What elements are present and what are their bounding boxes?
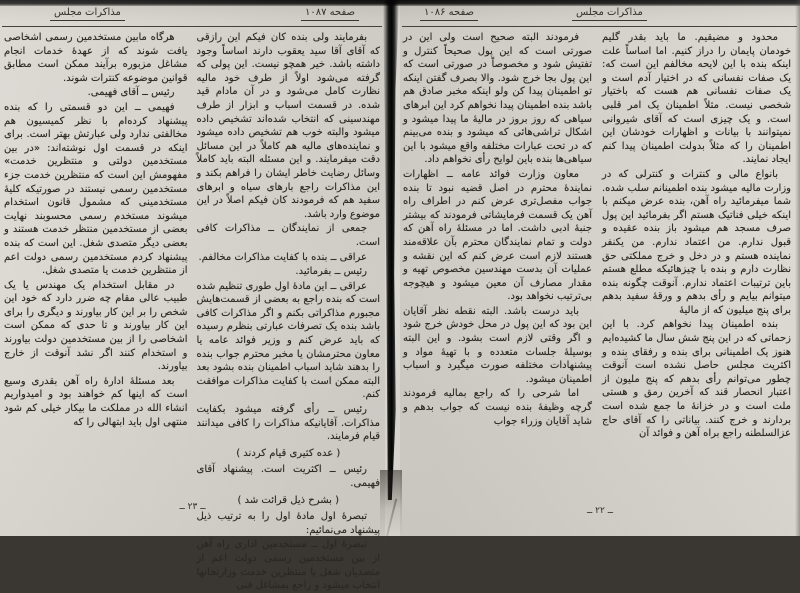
paragraph: فهیمی ــ این دو قسمتی را که بنده پیشنهاد کرده‌ام با نظر کمیسیون هم مخالفتی ندارد ولی عبارتش بهتر است. برای اینکه در قسمت اول نوشته‌اند: «در بین مستخدمین دولتی و منتظرین خدمت» مفهومش این است که منتظرین خدمت جزء مستخدمین رسمی نیستند در صورتیکه کلیهٔ مستخدمینی که مشمول قانون استخدام میشوند مستخدم رسمی محسوبند نهایت بعضی از مستخدمین منتظر خدمت هستند و بعضی دیگر متصدی شغل. این است که بنده پیشنهاد کردم مستخدمین رسمی دولت اعم از منتظرین خدمت یا متصدی شغل. [4, 101, 188, 277]
text-column-inner [403, 31, 592, 498]
stage-direction: ( عده کثیری قیام کردند ) [236, 447, 341, 459]
paragraph: در مقابل استخدام یک مهندس یا یک طبیب عالی مقام چه ضرر دارد که خود این شخص را بر این کار بیاورند و دیگری را برای این کار بیاورند و تا حدی که ممکن است اشخاصی را از بین مستخدمین دولت بیاورند و استخدام کنند اگر نشد آنوقت از خارج بیاورند. [4, 279, 188, 373]
page-title: مذاکرات مجلس [572, 7, 647, 21]
paragraph: باید درست باشد. البته نقطه نظر آقایان این بود که این پول در محل خودش خرج شود و اگر وقتی لازم است بشود. و این البته بوسیلهٔ جلسات متعدده و با تهیهٔ مواد و پیشنهادات مختلفه صورت میگیرد و اسباب اطمینان میشود. [403, 305, 592, 385]
paragraph: عراقی ــ بنده با کفایت مذاکرات مخالفم. [198, 251, 367, 263]
paragraph: عراقی ــ این مادهٔ اول طوری تنظیم شده است که بنده راجع به بعضی از قسمت‌هایش مجبورم مذاکراتی بکنم و اگر مذاکرات کافی باشد بنده یک تصرفات عبارتی بنظرم رسیده که باید عرض کنم و وزیر فوائد عامه یا معاون محترمشان یا مخبر محترم جواب بنده را بدهند شاید اسباب اطمینان بنده بشود بعد البته ممکن است با کفایت مذاکرات موافقت کنم. [196, 280, 380, 401]
text-columns [403, 31, 791, 498]
paragraph: هرگاه مابین مستخدمین رسمی اشخاصی یافت شوند که از عهدهٔ خدمات انجام مشاغل مزبوره برآیند ممکن است مطابق قوانین موضوعه کنترات شوند. [4, 32, 188, 84]
stage-direction: ( بشرح ذیل قرائت شد ) [237, 494, 339, 506]
page-left [0, 0, 385, 592]
paragraph: بانواع مالی و کنترات و کنترلی که در وزارت مالیه میشود بنده اطمینانم سلب شده. شما میفرمائید راه آهن، بنده عرض میکنم با اینکه خیلی فناتیک هستم اگر بفرمائید این پول صرف مسجد هم میشود باز بنده عقیده و قبول ندارم. من اعتماد ندارم. من یکنفر نماینده هستم و در دخل و خرج مملکتی حق نظارت دارم و بنده با چیزهائیکه مطلع هستم باین ترتیبات اعتماد ندارم. آنوقت چگونه بنده میتوانم بیایم و رأی بدهم و ورقهٔ سفید بدهم برای پنج میلیون که از مالیهٔ [602, 168, 791, 316]
text-column-outer [602, 31, 791, 498]
gutter-fade [380, 470, 402, 536]
paragraph: بعد مسئلهٔ ادارهٔ راه آهن بقدری وسیع است که اینها کم خواهند بود و امیدواریم انشاء الله در مملکت ما بیکار خیلی کم شود منتهی اول باید ابتهالی را که [4, 375, 188, 428]
paragraph: رئیس ــ رأی گرفته میشود بکفایت مذاکرات. آقایانیکه مذاکرات را کافی میدانند قیام فرمایند. [196, 404, 380, 443]
book-gutter-shadow [383, 0, 399, 500]
paragraph: جمعی از نمایندگان ــ مذاکرات کافی است. [196, 223, 380, 248]
page-number-label: صفحه ۱۰۸۶ [420, 7, 478, 21]
paragraph: بنده اطمینان پیدا نخواهم کرد. با این زحماتی که در این پنج شش سال ما کشیده‌ایم هنوز یک اطمینانی برای بنده و رفقای بنده و اکثریت مجلس حاصل نشده است آنوقت چطور می‌توانم رأی بدهم که پنج ملیون از اعتبار انحصار قند که آخرین رمق و هستی ملت است و در خزانهٔ ما جمع شده است بردارند و خرج کنند. بیاناتی را که آقای حاج عزالسلطنه راجع براه آهن و فوائد آن [602, 319, 791, 440]
paragraph: اما شرحی را که راجع بمالیه فرمودند گرچه وظیفهٔ بنده نیست که جواب بدهم و شاید آقایان وزراء جواب [403, 388, 592, 427]
page-header [400, 7, 800, 25]
paragraph: رئیس ــ بفرمائید. [295, 266, 367, 278]
paragraph: تبصرهٔ اول مادهٔ اول را به ترتیب ذیل پیشنهاد می‌نمائیم: [196, 511, 380, 536]
text-column-inner [196, 31, 381, 592]
paragraph: تبصرهٔ اول ــ مستخدمین اداری راه آهن از بین مستخدمین رسمی دولت اعم از متصدیان شغل یا منتظرین خدمت وزارتخانها انتخاب میشود و راجع بمشاغل فنی [196, 539, 380, 592]
paragraph: محدود و مضیقیم. ما باید بقدر گلیم خودمان پایمان را دراز کنیم. اما اساساً علت اینکه بنده با این لایحه مخالفم این است که: یک صفات نفسانی که در اختیار آدم است و یک صفات نفسانی هم هست که باختیار شخصی نیست. مثلاً اطمینان یک امر قلبی است. و یک چیزی است که آقای شیروانی نمیتوانند با بیانات و اظهارات خودشان این اطمینان را که مثلاً بدولت اطمینان پیدا کنم ایجاد نمایند. [602, 32, 791, 166]
text-column-outer [4, 31, 188, 498]
header-rule [2, 26, 382, 27]
page-right [400, 0, 800, 536]
paragraph: معاون وزارت فوائد عامه ــ اظهارات نمایندهٔ محترم در اصل قضیه نبود تا بنده جواب مفصل‌تری عرض کنم در اطراف راه آهن یک قسمت فرمایشاتی فرمودند که بیشتر جنبهٔ ادبی داشت. اما در مسئلهٔ راه آهن که دولت و تمام نمایندگان محترم بآن علاقه‌مند هستند لازم است عرض کنم که این نقشه و عملیات آن بدست مهندسین مخصوص تهیه و مقدار مصارف آن معین میشود و هیچوجه بی‌ترتیب نخواهد بود. [403, 168, 592, 303]
page-footer-number: ــ ۲۲ ــ [587, 506, 613, 516]
paragraph: فرمودند البته صحیح است ولی این در صورتی است که این پول صحیحاً کنترل و تفتیش شود و مخصوصاً در صورتی است که این پول بجا خرج شود. والا بصرف گفتن اینکه تو اطمینان پیدا کن ولو اینکه مخبر صادق هم باشد بنده اطمینان پیدا نخواهم کرد این ابرهای سیاهی که روز بروز در مالیهٔ ما پیدا میشود و اشکال تراشی‌هائی که میشود و بنده می‌بینم که در تحت عبارات مختلفه واقع میشود با این سیاهی‌ها بنده باین لوایح رأی نخواهم داد. [402, 32, 592, 166]
page-footer-number: ــ ۲۳ ــ [179, 502, 206, 512]
paragraph: رئیس ــ اکثریت است. پیشنهاد آقای فهیمی. [196, 464, 380, 489]
page-number-label: صفحه ۱۰۸۷ [301, 7, 359, 21]
paragraph: رئیس ــ آقای فهیمی. [87, 87, 175, 99]
header-rule [402, 26, 797, 27]
page-header [0, 7, 385, 25]
page-title: مذاکرات مجلس [50, 7, 125, 21]
paragraph: بفرمایند ولی بنده کان فیکم این رازقی که آقای آقا سید یعقوب دارند اساساً وجود داشته باشد. خیر همچو نیست. این پولی که گرفته می‌شود اولاً از طرف خود مالیه نظارت کامل می‌شود و در آن مادام قید شده. در قسمت اسباب و ابزار از طرف مهندسینی که انتخاب شده‌اند تشخیص داده میشود والبته خوب هم تشخیص داده میشود و نماینده‌های مالیه هم کاملاً در این مسائل دقت میفرمایند. و این مسئله البته باید کاملاً وسائل رضایت خاطر ایشان را فراهم بکند و این مذاکرات راجع بارهای سیاه و ابرهای سفید هم که فرمودند کان فیکم اصلاً در این موضوع وارد باشد. [196, 32, 380, 220]
